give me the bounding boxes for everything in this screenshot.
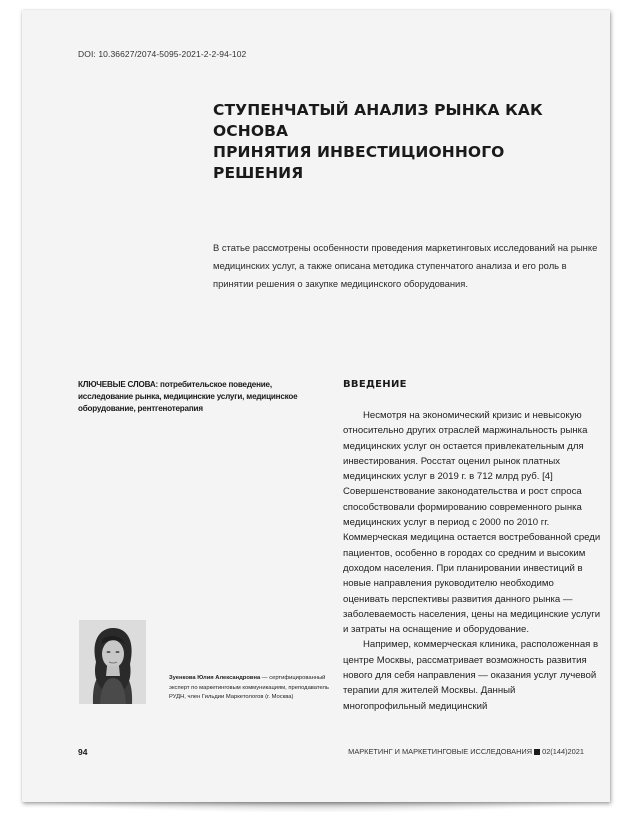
article-title-line-2: ПРИНЯТИЯ ИНВЕСТИЦИОННОГО РЕШЕНИЯ [213,143,505,182]
introduction-paragraph-2: Например, коммерческая клиника, расположенная в центре Москвы, рассматривает возможность развития нового для себя направления — оказания услуг лучевой терапии для жителей Москвы. Данный многопрофильный медицинский [343,639,599,712]
journal-page [22,10,610,802]
article-title [213,100,593,184]
article-abstract: В статье рассмотрены особенности проведения маркетинговых исследований на рынке медицинских услуг, а также описана методика ступенчатого анализа и его роль в принятии решения о закупке медицинского оборудования. [213,242,598,289]
introduction-paragraph-1: Несмотря на экономический кризис и невысокую относительно других отраслей маржинальность рынка медицинских услуг он остается привлекательным для инвестирования. Росстат оценил рынок платных медицинских услуг в 2019 г. в 712 млрд руб. [4] Совершенствование законодательства и рост спроса способствовали формированию современного рынка медицинских услуг в период с 2000 по 2010 гг. Коммерческая медицина остается востребованной среди пациентов, особенно в городах со средним и высоким доходом населения. При планировании инвестиций в новые направления руководителю необходимо оценивать перспективы развития данного рынка — заболеваемость населения, цены на медицинские услуги и затраты на оснащение и оборудование. [343,410,601,636]
doi-line: DOI: 10.36627/2074-5095-2021-2-2-94-102 [78,49,247,59]
journal-issue: 02(144)2021 [542,747,584,756]
square-separator-icon [534,749,540,755]
journal-name: МАРКЕТИНГ И МАРКЕТИНГОВЫЕ ИССЛЕДОВАНИЯ [348,747,533,756]
author-name: Зуенкова Юлия Александровна [169,675,261,681]
page-number: 94 [78,747,88,757]
keywords-block: КЛЮЧЕВЫЕ СЛОВА: потребительское поведение, исследование рынка, медицинские услуги, медицинское оборудование, рентгенотерапия [78,380,298,413]
introduction-heading: ВВЕДЕНИЕ [343,379,407,390]
introduction-body [343,408,601,714]
author-photo [79,620,146,704]
author-bio: — сертифицированный эксперт по маркетинговым коммуникациям, преподаватель РУДН, член Гильдии Маркетологов (г. Москва) [169,675,329,700]
author-portrait-image [79,620,146,704]
journal-footer [348,747,584,756]
author-info [169,674,329,703]
article-title-line-1: СТУПЕНЧАТЫЙ АНАЛИЗ РЫНКА КАК ОСНОВА [213,101,543,140]
